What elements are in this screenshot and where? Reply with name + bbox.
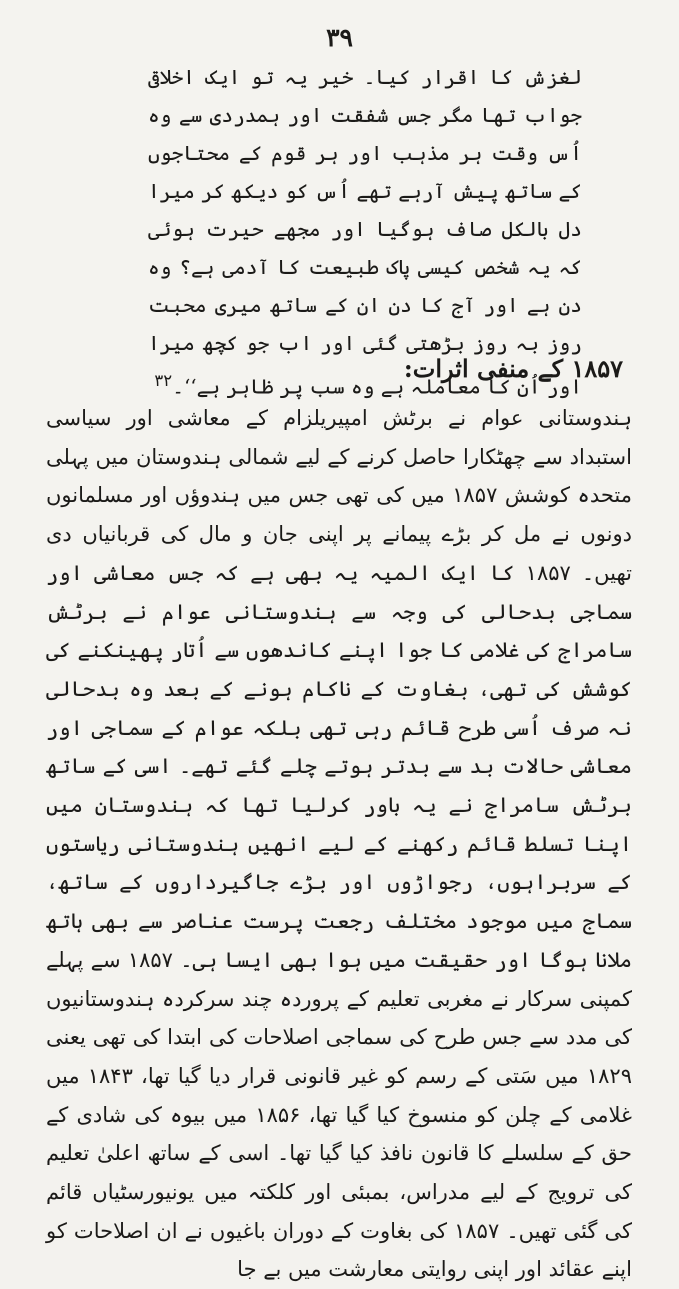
footnote-marker: ۳۲ — [154, 371, 173, 390]
body-paragraph: ہندوستانی عوام نے برٹش امپیریلزام کے معاشی اور سیاسی استبداد سے چھٹکارا حاصل کرنے کے لیے شمالی ہندوستان میں پہلی متحدہ کوشش ۱۸۵۷ میں کی تھی جس میں ہندوؤں اور مسلمانوں دونوں نے مل کر بڑے پیمانے پر اپنی جان و مال کی قربانیاں دی تھیں۔ ۱۸۵۷ کا ایک المیہ یہ بھی ہے کہ جس معاشی اور سماجی بدحالی کی وجہ سے ہندوستانی عوام نے برٹش سامراج کی غلامی کا جوا اپنے کاندھوں سے اُتار پھینکنے کی کوشش کی تھی، بغاوت کے ناکام ہونے کے بعد وہ بدحالی نہ صرف اُسی طرح قائم رہی تھی بلکہ عوام کے سماجی اور معاشی حالات بد سے بدتر ہوتے چلے گئے تھے۔ اسی کے ساتھ برٹش سامراج نے یہ باور کرلیا تھا کہ ہندوستان میں اپنا تسلط قائم رکھنے کے لیے انھیں ہندوستانی ریاستوں کے سربراہوں، رجواڑوں اور بڑے جاگیرداروں کے ساتھ، سماج میں موجود مختلف رجعت پرست عناصر سے بھی ہاتھ ملانا ہوگا اور حقیقت میں ہوا بھی ایسا ہی۔ ۱۸۵۷ سے پہلے کمپنی سرکار نے مغربی تعلیم کے پروردہ چند سرکردہ ہندوستانیوں کی مدد سے جس طرح کی سماجی اصلاحات کی ابتدا کی تھی یعنی ۱۸۲۹ میں سَتی کے رسم کو غیر قانونی قرار دیا گیا تھا، ۱۸۴۳ میں غلامی کے چلن کو منسوخ کیا گیا تھا، ۱۸۵۶ میں بیوہ کی شادی کے حق کے سلسلے کا قانون نافذ کیا گیا تھا۔ اسی کے ساتھ اعلیٰ تعلیم کی ترویج کے لیے مدراس، بمبئی اور کلکتہ میں یونیورسٹیاں قائم کی گئی تھیں۔ ۱۸۵۷ کی بغاوت کے دوران باغیوں نے ان اصلاحات کو اپنے عقائد اور اپنی روایتی معارشت میں بے جا — [46, 406, 633, 1282]
page-number: ۳۹ — [326, 23, 353, 52]
section-body — [46, 399, 632, 1289]
quote-text: لغزش کا اقرار کیا۔ خیر یہ تو ایک اخلاقی جواب تھا مگر جس شفقت اور ہمدردی سے وہ اُس وقت ہر مذہب اور ہر قوم کے محتاجوں کے ساتھ پیش آرہے تھے اُس کو دیکھ کر میرا دل بالکل صاف ہوگیا اور مجھے حیرت ہوئی کہ یہ شخص کیسی پاک طبیعت کا آدمی ہے؟ وہ دن ہے اور آج کا دن ان کے ساتھ میری محبت روز بہ روز بڑھتی گئی اور اب جو کچھ میرا اور اُن کا معاملہ ہے وہ سب پر ظاہر ہے‘‘۔ — [148, 65, 582, 399]
section-heading: ۱۸۵۷ کے منفی اثرات: — [403, 354, 623, 383]
